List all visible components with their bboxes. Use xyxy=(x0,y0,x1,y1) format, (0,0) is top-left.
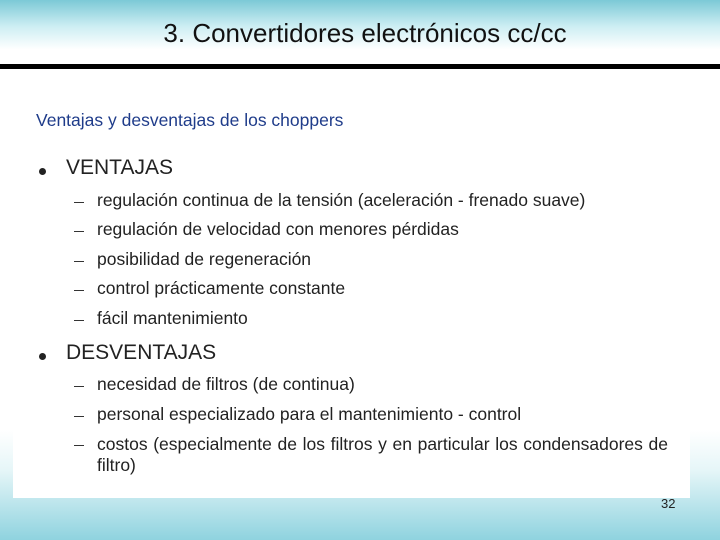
list-item: regulación continua de la tensión (aceleración - frenado suave) xyxy=(97,190,586,210)
dash-icon xyxy=(74,386,84,387)
list-item: regulación de velocidad con menores pérdidas xyxy=(97,219,459,239)
dash-icon xyxy=(74,320,84,321)
list-item: costos (especialmente de los filtros y en particular los condensadores de filtro) xyxy=(97,434,668,475)
bullet-icon xyxy=(39,168,46,175)
dash-icon xyxy=(74,202,84,203)
list-item: control prácticamente constante xyxy=(97,278,346,298)
list-item: necesidad de filtros (de continua) xyxy=(97,374,355,394)
dash-icon xyxy=(74,231,84,232)
bullet-icon xyxy=(39,353,46,360)
section-heading-desventajas: DESVENTAJAS xyxy=(66,341,217,364)
section-heading-ventajas: VENTAJAS xyxy=(66,156,173,179)
title-divider xyxy=(0,64,720,69)
list-item: fácil mantenimiento xyxy=(97,308,248,328)
dash-icon xyxy=(74,445,84,446)
slide-title: 3. Convertidores electrónicos cc/cc xyxy=(163,18,567,48)
list-item: personal especializado para el mantenimiento - control xyxy=(97,404,522,424)
dash-icon xyxy=(74,416,84,417)
dash-icon xyxy=(74,290,84,291)
list-item: posibilidad de regeneración xyxy=(97,249,312,269)
dash-icon xyxy=(74,261,84,262)
page-number: 32 xyxy=(661,496,676,511)
slide-subtitle: Ventajas y desventajas de los choppers xyxy=(36,110,344,130)
